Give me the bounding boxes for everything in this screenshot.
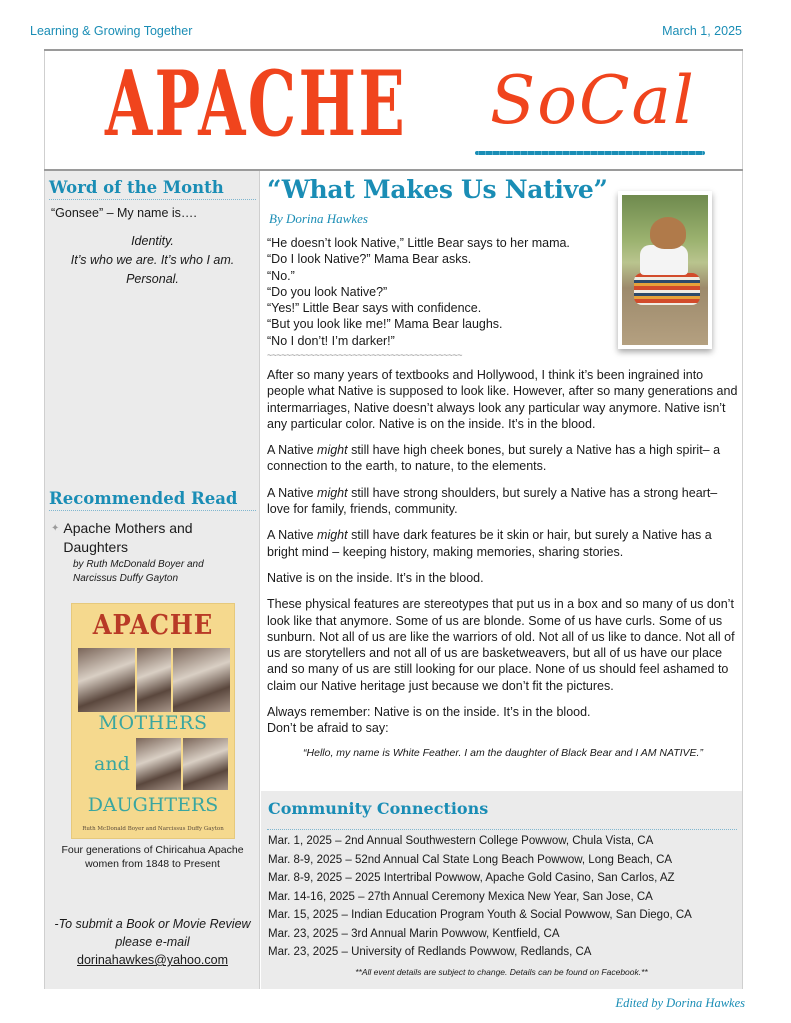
closing-line: Always remember: Native is on the inside. It’s in the blood. <box>267 705 591 720</box>
decorative-underline <box>475 151 705 155</box>
paragraph: After so many years of textbooks and Hollywood, I think it’s been ingrained into people what Native is supposed to look like. However, after so many generations and intermarriages, Native doesn’t always look any particular way anymore. Native isn’t any particular color. Native is on the inside. It’s in the blood. <box>267 368 738 431</box>
dialog-line: “He doesn’t look Native,” Little Bear says to her mama. <box>267 236 570 250</box>
article-quote: “Hello, my name is White Feather. I am the daughter of Black Bear and I AM NATIVE.” <box>303 746 703 759</box>
event-item: Mar. 15, 2025 – Indian Education Program Youth & Social Powwow, San Diego, CA <box>268 909 692 921</box>
photo-skirt <box>634 273 700 305</box>
community-heading: Community Connections <box>268 799 489 818</box>
masthead-title: APACHE <box>105 52 408 157</box>
community-connections <box>261 791 742 989</box>
paragraph: Native is on the inside. It’s in the blood. <box>267 570 484 585</box>
dotted-divider <box>49 510 256 511</box>
emphasis: might <box>317 485 348 500</box>
recommended-read <box>45 489 260 586</box>
text: still have high cheek bones, but surely a Native has a high spirit– a connection to the earth, to nature, to the elements. <box>267 443 721 474</box>
event-list <box>268 832 692 962</box>
top-bar <box>30 24 742 44</box>
dialog-line: “No.” <box>267 268 295 283</box>
authors-line: Narcissus Duffy Gayton <box>73 573 179 584</box>
book-caption <box>45 843 260 871</box>
book-authors <box>45 558 260 586</box>
text: still have strong shoulders, but surely a Native has a strong heart– love for family, friends, community. <box>267 485 718 517</box>
caption-line: women from 1848 to Present <box>85 858 220 870</box>
cover-and: and <box>94 753 130 775</box>
article-body <box>267 367 739 761</box>
event-item: Mar. 8-9, 2025 – 52nd Annual Cal State Long Beach Powwow, Long Beach, CA <box>268 853 673 866</box>
event-item: Mar. 1, 2025 – 2nd Annual Southwestern College Powwow, Chula Vista, CA <box>268 835 654 847</box>
photo-hair <box>650 217 686 249</box>
cover-authors: Ruth McDonald Boyer and Narcissus Duffy Gayton <box>82 826 224 832</box>
book-item <box>45 519 260 557</box>
paragraph: These physical features are stereotypes that put us in a box and so many of us don’t look like that anymore. Some of us are blonde. Some of us have curls. Some of us sunburn. Not all of us are like the warriors of old. Not all of us like to dance. Not all of us are storytellers and not all of us are basketweavers, but all of us have our place and so many of us are still looking for our place. None of us should feel ashamed to claim our Native heritage just because we don’t fit the pictures. <box>267 597 735 693</box>
child-photo-image <box>622 195 708 345</box>
tilde-separator: ~~~~~~~~~~~~~~~~~~~~~~~~~~~~~~~~~~~~~~~~~ <box>267 350 462 361</box>
cover-photos-top <box>78 648 230 712</box>
emphasis: might <box>317 443 348 458</box>
dialog-line: “No I don’t! I’m darker!” <box>267 333 395 348</box>
cover-photos-bottom <box>136 738 228 790</box>
dialog-line: “Yes!” Little Bear says with confidence. <box>267 301 482 316</box>
dialog-line: “Do you look Native?” <box>267 284 388 299</box>
paragraph <box>267 527 739 560</box>
cover-photo <box>173 648 230 712</box>
poem-line: It’s who we are. It’s who I am. <box>70 253 235 267</box>
event-item: Mar. 23, 2025 – University of Redlands Powwow, Redlands, CA <box>268 946 592 958</box>
photo-shirt <box>640 245 688 275</box>
poem-line: Personal. <box>126 272 179 286</box>
dialog-line: “But you look like me!” Mama Bear laughs. <box>267 317 503 332</box>
issue-date: March 1, 2025 <box>662 24 742 38</box>
dialog-line: “Do I look Native?” Mama Bear asks. <box>267 252 472 267</box>
cover-title: APACHE <box>92 610 214 641</box>
sparkle-bullet-icon: ✦ <box>51 523 60 534</box>
text: A Native <box>267 485 318 500</box>
book-cover-image <box>71 603 235 839</box>
event-item: Mar. 23, 2025 – 3rd Annual Marin Powwow, Kentfield, CA <box>268 927 560 940</box>
submit-line: -To submit a Book or Movie Review <box>54 917 251 931</box>
cover-photo <box>136 738 181 790</box>
text: still have dark features be it skin or hair, but surely a Native has a bright mind – keeping history, making memories, sharing stories. <box>267 528 712 559</box>
tagline: Learning & Growing Together <box>30 24 193 38</box>
book-title: Apache Mothers and Daughters <box>63 520 193 555</box>
word-of-month-word: “Gonsee” – My name is…. <box>51 206 197 220</box>
paragraph <box>267 442 739 475</box>
paragraph <box>267 485 739 518</box>
editor-credit: Edited by Dorina Hawkes <box>615 996 745 1010</box>
word-of-month-poem <box>45 232 260 289</box>
submit-line: please e-mail <box>115 935 190 949</box>
closing-line: Don’t be afraid to say: <box>267 721 389 736</box>
masthead-subtitle: SoCal <box>490 62 696 139</box>
main-article <box>261 171 742 989</box>
recommended-read-heading: Recommended Read <box>49 489 238 508</box>
cover-photo <box>137 648 171 712</box>
text: A Native <box>267 528 318 543</box>
article-dialog <box>267 235 607 360</box>
submit-review <box>45 915 260 969</box>
cover-photo <box>78 648 135 712</box>
cover-mothers: MOTHERS <box>98 712 208 734</box>
sidebar <box>45 171 260 989</box>
article-title: “What Makes Us Native” <box>267 175 608 204</box>
cover-daughters: DAUGHTERS <box>87 794 219 816</box>
authors-line: by Ruth McDonald Boyer and <box>73 559 204 570</box>
email-link[interactable]: dorinahawkes@yahoo.com <box>77 953 228 967</box>
event-disclaimer: **All event details are subject to change. Details can be found on Facebook.** <box>355 967 648 977</box>
word-of-the-month <box>45 178 260 289</box>
article-photo <box>618 191 712 349</box>
masthead <box>45 51 742 169</box>
caption-line: Four generations of Chiricahua Apache <box>61 844 244 856</box>
event-item: Mar. 14-16, 2025 – 27th Annual Ceremony Mexica New Year, San Jose, CA <box>268 890 653 903</box>
article-byline: By Dorina Hawkes <box>269 211 368 226</box>
emphasis: might <box>317 528 348 543</box>
cover-photo <box>183 738 228 790</box>
dotted-divider <box>267 829 737 830</box>
event-item: Mar. 8-9, 2025 – 2025 Intertribal Powwow, Apache Gold Casino, San Carlos, AZ <box>268 872 675 884</box>
closing-paragraph <box>267 704 739 737</box>
word-of-month-heading: Word of the Month <box>49 178 224 197</box>
poem-line: Identity. <box>131 234 174 248</box>
text: A Native <box>267 443 318 458</box>
